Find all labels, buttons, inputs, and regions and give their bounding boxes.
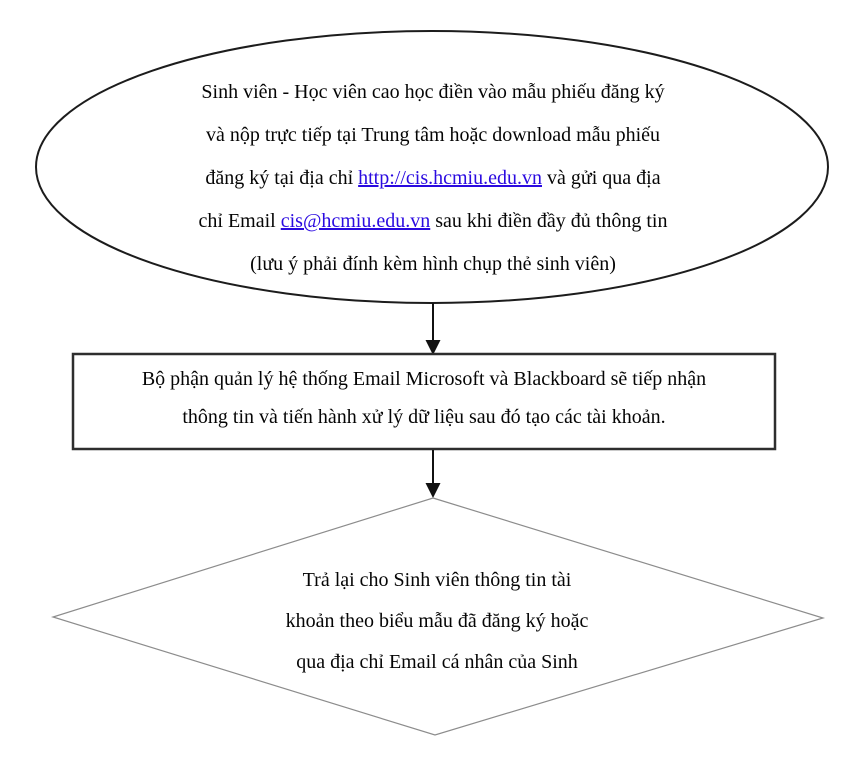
diamond-line-2: khoản theo biểu mẫu đã đăng ký hoặc bbox=[285, 610, 589, 632]
ellipse-line-2: và nộp trực tiếp tại Trung tâm hoặc download mẫu phiếu bbox=[205, 124, 661, 146]
down-arrow-1 bbox=[426, 303, 441, 355]
ellipse-line-4-post: sau khi điền đầy đủ thông tin bbox=[430, 210, 668, 232]
ellipse-line-3-post: và gửi qua địa bbox=[542, 167, 661, 189]
down-arrow-2 bbox=[426, 450, 441, 498]
cis-email-link[interactable]: cis@hcmiu.edu.vn bbox=[280, 210, 431, 232]
diamond-line-3: qua địa chỉ Email cá nhân của Sinh bbox=[296, 651, 578, 673]
ellipse-line-4 bbox=[103, 200, 763, 243]
start-ellipse-text bbox=[103, 71, 763, 286]
ellipse-line-3-pre: đăng ký tại địa chỉ bbox=[205, 167, 359, 189]
rectangle-line-2: thông tin và tiến hành xử lý dữ liệu sau đó tạo các tài khoản. bbox=[182, 406, 666, 428]
ellipse-line-4-pre: chỉ Email bbox=[198, 210, 281, 232]
down-arrow-2-head-icon bbox=[426, 483, 441, 498]
decision-diamond-text bbox=[137, 560, 737, 683]
rectangle-line-1: Bộ phận quản lý hệ thống Email Microsoft và Blackboard sẽ tiếp nhận bbox=[141, 368, 707, 390]
ellipse-line-1: Sinh viên - Học viên cao học điền vào mẫu phiếu đăng ký bbox=[201, 81, 665, 103]
cis-website-link[interactable]: http://cis.hcmiu.edu.vn bbox=[358, 167, 542, 189]
ellipse-line-3 bbox=[103, 157, 763, 200]
process-rectangle-text bbox=[83, 360, 765, 436]
ellipse-line-5: (lưu ý phải đính kèm hình chụp thẻ sinh viên) bbox=[250, 253, 616, 275]
diamond-line-1: Trả lại cho Sinh viên thông tin tài bbox=[302, 569, 572, 591]
